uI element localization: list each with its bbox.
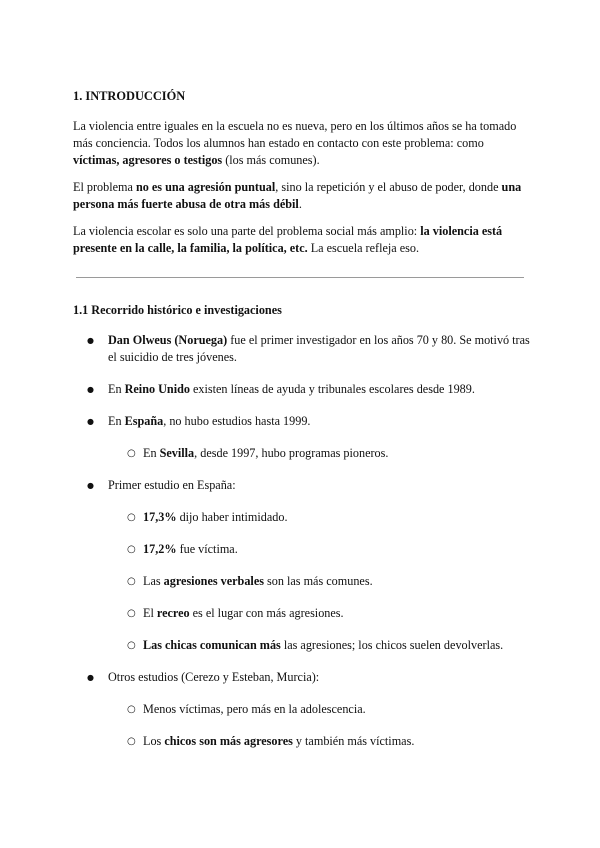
intro-heading: 1. INTRODUCCIÓN — [73, 89, 186, 103]
bold-run: chicos son más agresores — [164, 734, 293, 748]
sub-list-item — [73, 733, 533, 750]
bullet-list — [73, 332, 533, 750]
text-run: y también más víctimas. — [292, 734, 415, 748]
sub-list-item — [73, 509, 533, 526]
horizontal-divider — [76, 277, 524, 278]
text-run: fue el primer investigador en los años 70 y 80. Se motivó tras el suicidio de tres jóvenes. — [108, 333, 530, 364]
bold-run: 17,3% — [143, 510, 177, 524]
sub-list-item — [73, 541, 533, 558]
bold-run: Las chicas comunican más — [143, 638, 281, 652]
text-run: (los más comunes). — [222, 153, 320, 167]
text-run: , sino la repetición y el abuso de poder, donde — [275, 180, 502, 194]
bold-run: Reino Unido — [124, 382, 190, 396]
text-run: es el lugar con más agresiones. — [189, 606, 344, 620]
sub-list-item — [73, 573, 533, 590]
sub-list-item — [73, 637, 533, 654]
text-run: existen líneas de ayuda y tribunales escolares desde 1989. — [189, 382, 475, 396]
text-run: La violencia escolar es solo una parte del problema social más amplio: — [73, 224, 421, 238]
bold-run: Dan Olweus (Noruega) — [108, 333, 228, 347]
list-item — [73, 477, 533, 494]
bold-run: 17,2% — [143, 542, 177, 556]
bold-run: una persona más fuerte abusa de otra más débil — [73, 180, 522, 211]
bold-run: recreo — [156, 606, 190, 620]
list-item — [73, 669, 533, 686]
intro-paragraph-2 — [73, 179, 533, 213]
text-run: En — [108, 382, 125, 396]
text-run: las agresiones; los chicos suelen devolverlas. — [280, 638, 504, 652]
text-run: Menos víctimas, pero más en la adolescencia. — [143, 702, 366, 716]
text-run: El — [143, 606, 157, 620]
bold-run: víctimas, agresores o testigos — [73, 153, 223, 167]
bold-run: no es una agresión puntual — [135, 180, 276, 194]
text-run: Los — [143, 734, 165, 748]
text-run: dijo haber intimidado. — [176, 510, 288, 524]
text-run: Primer estudio en España: — [108, 478, 236, 492]
text-run: fue víctima. — [176, 542, 238, 556]
text-run: , no hubo estudios hasta 1999. — [163, 414, 311, 428]
list-item — [73, 381, 533, 398]
section-history — [73, 302, 533, 750]
document-page — [73, 88, 533, 750]
text-run: , desde 1997, hubo programas pioneros. — [194, 446, 389, 460]
sub-list-item — [73, 605, 533, 622]
list-item — [73, 332, 533, 366]
bold-run: España — [124, 414, 164, 428]
text-run: La violencia entre iguales en la escuela no es nueva, pero en los últimos años se ha tomado más conciencia. Todos los alumnos han estado en contacto con este problema: como — [73, 119, 517, 150]
text-run: Otros estudios (Cerezo y Esteban, Murcia): — [108, 670, 320, 684]
text-run: En — [143, 446, 160, 460]
bold-run: la violencia está presente en la calle, la familia, la política, etc. — [73, 224, 503, 255]
intro-paragraph-3 — [73, 223, 533, 257]
bold-run: agresiones verbales — [163, 574, 264, 588]
text-run: . — [298, 197, 302, 211]
bold-run: Sevilla — [159, 446, 195, 460]
text-run: La escuela refleja eso. — [307, 241, 419, 255]
text-run: El problema — [73, 180, 136, 194]
section-heading: 1.1 Recorrido histórico e investigaciones — [73, 303, 282, 317]
text-run: Las — [143, 574, 164, 588]
intro-paragraph-1 — [73, 118, 533, 169]
list-item — [73, 413, 533, 430]
sub-list-item — [73, 701, 533, 718]
text-run: son las más comunes. — [263, 574, 373, 588]
text-run: En — [108, 414, 125, 428]
sub-list-item — [73, 445, 533, 462]
